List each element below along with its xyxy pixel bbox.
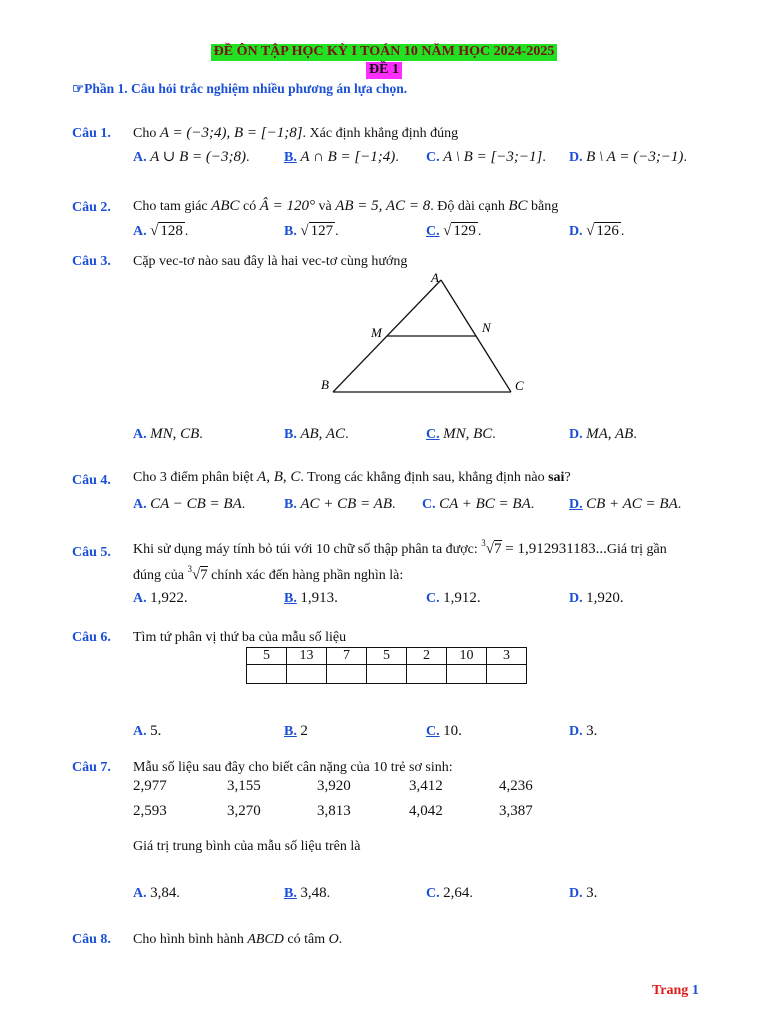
option-c[interactable]: C. 2,64.: [426, 885, 473, 901]
sqrt-expression: √ 127: [300, 223, 334, 239]
sqrt-expression: √ 126: [586, 223, 619, 239]
question-text: Cho A = (−3;4), B = [−1;8]. Xác định khẳng định đúng: [133, 125, 459, 141]
question-text: Cho 3 điểm phân biệt A, B, C. Trong các khẳng định sau, khẳng định nào sai?: [133, 469, 571, 485]
option-c[interactable]: C. A \ B = [−3;−1].: [426, 149, 546, 165]
point-label-m: M: [371, 325, 382, 340]
option-d[interactable]: D. B \ A = (−3;−1).: [569, 149, 687, 165]
option-c[interactable]: C. 1,912.: [426, 590, 481, 606]
table-cell: 2: [407, 648, 447, 665]
question-text: Tìm tứ phân vị thứ ba của mẫu số liệu: [133, 630, 347, 645]
data-table: [246, 647, 527, 684]
option-d[interactable]: D. 1,920.: [569, 590, 624, 606]
option-b[interactable]: B. 2: [284, 723, 308, 739]
point-label-b: B: [321, 377, 329, 392]
option-a[interactable]: A. MN, CB.: [133, 426, 203, 442]
question-text: Cho hình bình hành ABCD có tâm O.: [133, 932, 343, 947]
table-cell: 5: [247, 648, 287, 665]
question-text: Khi sử dụng máy tính bỏ túi với 10 chữ số thập phân ta được: $^3$√7 = 1,912931183...Giá trị gần: [133, 538, 667, 557]
option-a[interactable]: A. A ∪ B = (−3;8).: [133, 149, 250, 165]
table-cell: 10: [447, 648, 487, 665]
option-d[interactable]: D. CB + AC = BA.: [569, 496, 682, 512]
triangle-figure: [315, 268, 535, 400]
table-cell: 5: [367, 648, 407, 665]
option-b[interactable]: B. √ 127 .: [284, 223, 339, 239]
option-d[interactable]: D. √ 126 .: [569, 223, 625, 239]
sqrt-expression: √ 129: [443, 223, 476, 239]
option-b[interactable]: B. A ∩ B = [−1;4).: [284, 149, 399, 165]
option-c[interactable]: C. 10.: [426, 723, 462, 739]
cube-root-expression: $^3$√7: [187, 564, 208, 583]
option-a[interactable]: A. 1,922.: [133, 590, 188, 606]
table-row: [247, 665, 527, 684]
sqrt-expression: √ 128: [150, 223, 183, 239]
option-b[interactable]: B. AB, AC.: [284, 426, 349, 442]
page-number: Trang 1: [652, 983, 699, 998]
table-cell: 13: [287, 648, 327, 665]
option-c[interactable]: C. CA + BC = BA.: [422, 496, 535, 512]
option-a[interactable]: A. √ 128 .: [133, 223, 189, 239]
option-b[interactable]: B. 1,913.: [284, 590, 338, 606]
option-d[interactable]: D. MA, AB.: [569, 426, 637, 442]
question-label: Câu 8.: [72, 932, 111, 947]
option-b[interactable]: B. AC + CB = AB.: [284, 496, 396, 512]
data-value: 3,813: [317, 803, 351, 819]
option-a[interactable]: A. 5.: [133, 723, 162, 739]
question-label: Câu 1.: [72, 126, 111, 141]
data-value: 3,412: [409, 778, 443, 794]
option-b[interactable]: B. 3,48.: [284, 885, 331, 901]
subtitle-line: [0, 62, 768, 79]
option-d[interactable]: D. 3.: [569, 723, 598, 739]
question-text: Cặp vec-tơ nào sau đây là hai vec-tơ cùng hướng: [133, 254, 408, 269]
point-label-a: A: [431, 270, 439, 285]
data-value: 3,155: [227, 778, 261, 794]
data-value: 2,977: [133, 778, 167, 794]
cube-root-expression: $^3$√7 = 1,912931183...: [481, 538, 607, 557]
question-label: Câu 2.: [72, 200, 111, 215]
exam-subtitle: ĐỀ 1: [366, 62, 402, 79]
question-label: Câu 3.: [72, 254, 111, 269]
question-label: Câu 5.: [72, 545, 111, 560]
point-label-n: N: [482, 320, 491, 335]
data-value: 3,270: [227, 803, 261, 819]
question-label: Câu 4.: [72, 473, 111, 488]
table-row: [247, 648, 527, 665]
option-d[interactable]: D. 3.: [569, 885, 598, 901]
question-text: Giá trị trung bình của mẫu số liệu trên là: [133, 839, 361, 854]
question-text: Cho tam giác ABC có Â = 120° và AB = 5, AC = 8. Độ dài cạnh BC bằng: [133, 198, 559, 214]
question-text-continued: đúng của $^3$√7 chính xác đến hàng phần nghìn là:: [133, 564, 404, 583]
question-text: Mẫu số liệu sau đây cho biết cân nặng của 10 trẻ sơ sinh:: [133, 760, 453, 775]
question-label: Câu 6.: [72, 630, 111, 645]
data-value: 4,042: [409, 803, 443, 819]
data-value: 2,593: [133, 803, 167, 819]
data-value: 4,236: [499, 778, 533, 794]
point-label-c: C: [515, 378, 524, 393]
data-value: 3,387: [499, 803, 533, 819]
title-line: [0, 44, 768, 61]
question-label: Câu 7.: [72, 760, 111, 775]
data-value: 3,920: [317, 778, 351, 794]
option-a[interactable]: A. CA − CB = BA.: [133, 496, 246, 512]
math-expression: A = (−3;4), B = [−1;8]: [159, 125, 303, 141]
option-a[interactable]: A. 3,84.: [133, 885, 180, 901]
table-cell: 7: [327, 648, 367, 665]
option-c[interactable]: C. √ 129 .: [426, 223, 482, 239]
section-heading: ☞Phần 1. Câu hỏi trắc nghiệm nhiều phương án lựa chọn.: [72, 81, 408, 96]
table-cell: 3: [487, 648, 527, 665]
option-c[interactable]: C. MN, BC.: [426, 426, 496, 442]
exam-title: ĐỀ ÔN TẬP HỌC KỲ I TOÁN 10 NĂM HỌC 2024-2025: [211, 44, 558, 61]
